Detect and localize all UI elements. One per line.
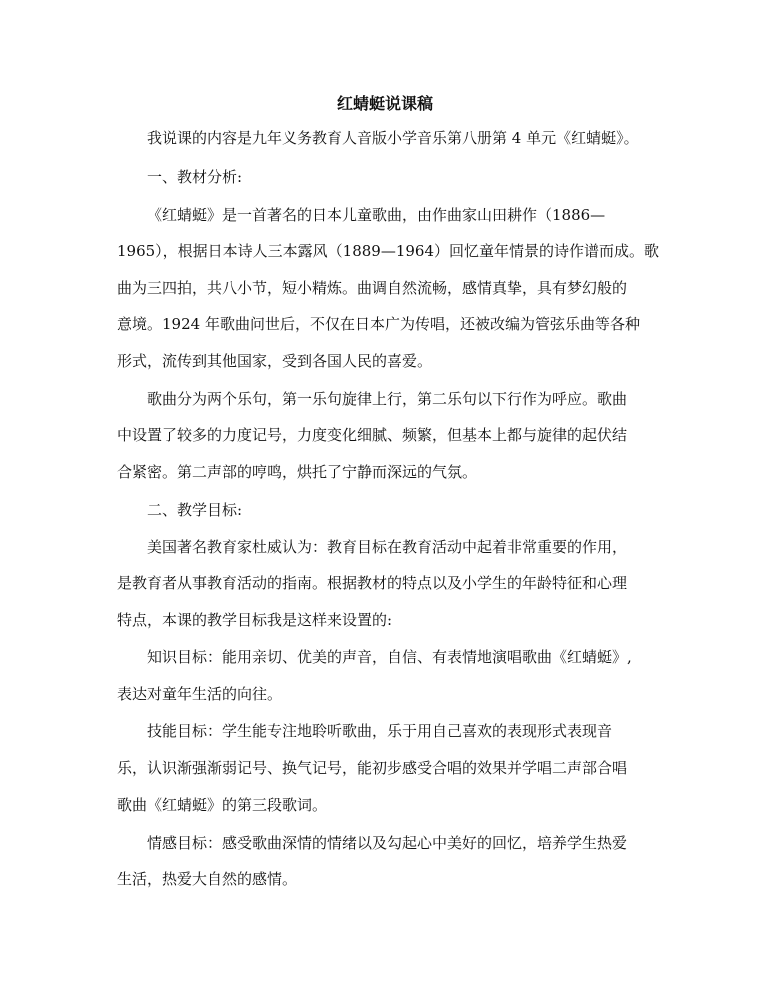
document-title: 红蜻蜓说课稿	[336, 94, 433, 113]
paragraph-line: 歌曲《红蜻蜓》的第三段歌词。	[117, 796, 328, 814]
paragraph-line: 歌曲分为两个乐句，第一乐句旋律上行，第二乐句以下行作为呼应。歌曲	[147, 390, 628, 408]
paragraph-line: 情感目标：感受歌曲深情的情绪以及勾起心中美好的回忆，培养学生热爱	[147, 834, 628, 852]
paragraph-line: 生活，热爱大自然的感情。	[117, 870, 298, 888]
paragraph-line: 表达对童年生活的向往。	[117, 685, 283, 703]
paragraph-line: 知识目标：能用亲切、优美的声音，自信、有表情地演唱歌曲《红蜻蜓》,	[147, 648, 632, 666]
paragraph-line: 乐，认识渐强渐弱记号、换气记号，能初步感受合唱的效果并学唱二声部合唱	[117, 759, 628, 777]
paragraph-line: 特点，本课的教学目标我是这样来设置的:	[117, 611, 393, 629]
paragraph-line: 曲为三四拍，共八小节，短小精炼。曲调自然流畅，感情真挚，具有梦幻般的	[117, 279, 628, 297]
paragraph-line: 技能目标：学生能专注地聆听歌曲，乐于用自己喜欢的表现形式表现音	[147, 722, 613, 740]
section-heading-teaching-goals: 二、教学目标:	[147, 501, 243, 519]
intro-line: 我说课的内容是九年义务教育人音版小学音乐第八册第 4 单元《红蜻蜓》。	[147, 129, 639, 147]
section-heading-material-analysis: 一、教材分析:	[147, 168, 243, 186]
paragraph-line: 合紧密。第二声部的哼鸣，烘托了宁静而深远的气氛。	[117, 463, 478, 481]
paragraph-line: 美国著名教育家杜威认为：教育目标在教育活动中起着非常重要的作用，	[147, 538, 628, 556]
paragraph-line: 意境。1924 年歌曲问世后，不仅在日本广为传唱，还被改编为管弦乐曲等各种	[117, 315, 640, 333]
paragraph-line: 是教育者从事教育活动的指南。根据教材的特点以及小学生的年龄特征和心理	[117, 574, 628, 592]
paragraph-line: 1965），根据日本诗人三本露风（1889—1964）回忆童年情景的诗作谱而成。歌	[117, 242, 660, 260]
paragraph-line: 形式，流传到其他国家，受到各国人民的喜爱。	[117, 352, 433, 370]
paragraph-line: 中设置了较多的力度记号，力度变化细腻、频繁，但基本上都与旋律的起伏结	[117, 426, 628, 444]
paragraph-line: 《红蜻蜓》是一首著名的日本儿童歌曲，由作曲家山田耕作（1886—	[147, 206, 606, 224]
